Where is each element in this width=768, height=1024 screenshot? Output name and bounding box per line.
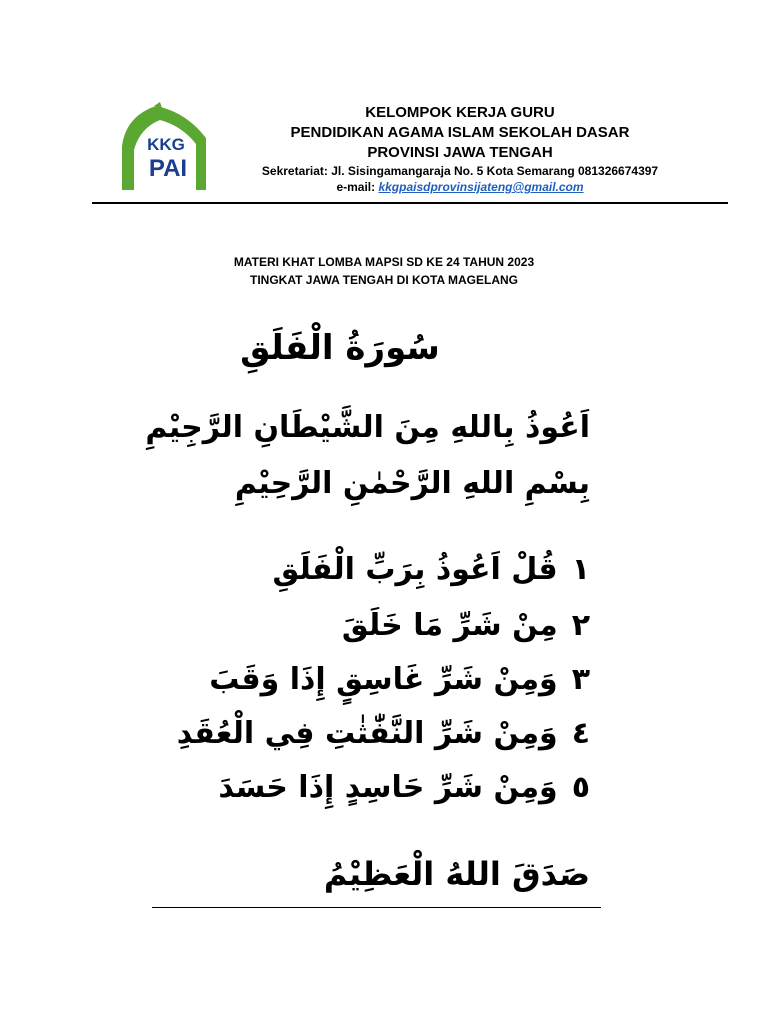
- ayah-3: [150, 662, 590, 697]
- logo-bottom-text: PAI: [148, 155, 188, 182]
- secretariat-address: Sekretariat: Jl. Sisingamangaraja No. 5 Kota Semarang 081326674397: [261, 164, 659, 178]
- ayah-number: ١: [571, 552, 590, 587]
- ayah-number: ٢: [571, 608, 590, 643]
- materi-line1: MATERI KHAT LOMBA MAPSI SD KE 24 TAHUN 2023: [233, 255, 535, 269]
- taawudz: اَعُوذُ بِاللهِ مِنَ الشَّيْطَانِ الرَّجِيْمِ: [145, 410, 590, 445]
- closing-phrase: صَدَقَ اللهُ الْعَظِيْمُ: [323, 855, 590, 893]
- basmalah: بِسْمِ اللهِ الرَّحْمٰنِ الرَّحِيْمِ: [234, 466, 590, 501]
- ayah-text: مِنْ شَرِّ مَا خَلَقَ: [341, 608, 558, 643]
- letterhead-divider: [92, 202, 728, 204]
- org-name-line1: KELOMPOK KERJA GURU: [365, 104, 555, 121]
- email-link[interactable]: kkgpaisdprovinsijateng@gmail.com: [378, 180, 584, 194]
- email-label: e-mail:: [336, 180, 379, 194]
- ayah-number: ٥: [571, 770, 590, 805]
- ayah-2: [150, 608, 590, 643]
- kkg-pai-logo: [116, 102, 212, 192]
- logo-top-text: KKG: [147, 135, 185, 154]
- ayah-number: ٣: [571, 662, 590, 697]
- materi-heading: [180, 253, 588, 289]
- ayah-1: [150, 552, 590, 587]
- email-line: [228, 180, 692, 195]
- materi-line2: TINGKAT JAWA TENGAH DI KOTA MAGELANG: [250, 273, 518, 287]
- ayah-text: وَمِنْ شَرِّ غَاسِقٍ إِذَا وَقَبَ: [209, 662, 558, 697]
- ayah-4: [150, 716, 590, 751]
- org-name-line3: PROVINSI JAWA TENGAH: [367, 144, 553, 161]
- ayah-number: ٤: [571, 716, 590, 751]
- ayah-text: وَمِنْ شَرِّ النَّفّٰثٰتِ فِي الْعُقَدِ: [176, 716, 558, 751]
- ayah-text: قُلْ اَعُوذُ بِرَبِّ الْفَلَقِ: [272, 552, 558, 587]
- letterhead: [228, 103, 692, 195]
- ayah-text: وَمِنْ شَرِّ حَاسِدٍ إِذَا حَسَدَ: [218, 770, 558, 805]
- surah-title: سُورَةُ الْفَلَقِ: [240, 328, 440, 368]
- bottom-divider: [152, 907, 601, 908]
- org-name-line2: PENDIDIKAN AGAMA ISLAM SEKOLAH DASAR: [290, 124, 630, 141]
- ayah-5: [150, 770, 590, 805]
